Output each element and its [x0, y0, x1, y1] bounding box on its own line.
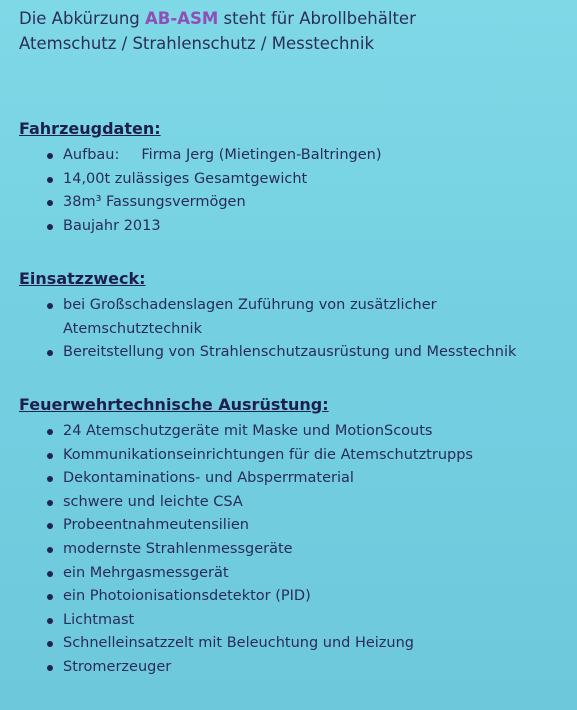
section-einsatzzweck [19, 268, 516, 365]
list-item: schwere und leichte CSA [19, 491, 473, 515]
intro-text [19, 6, 416, 56]
list-item: Baujahr 2013 [19, 215, 382, 239]
list-item: Probeentnahmeutensilien [19, 514, 473, 538]
list-fahrzeugdaten [19, 144, 382, 238]
intro-line-1 [19, 6, 416, 31]
abbreviation-highlight: AB-ASM [145, 9, 219, 28]
section-fahrzeugdaten [19, 118, 382, 238]
item-line-1: bei Großschadenslagen Zuführung von zusätzlicher [63, 297, 437, 313]
list-item [19, 144, 382, 168]
list-ausruestung [19, 420, 473, 680]
list-item: ein Mehrgasmessgerät [19, 562, 473, 586]
list-item: Schnelleinsatzzelt mit Beleuchtung und Heizung [19, 632, 473, 656]
item-label: Aufbau: [63, 147, 120, 163]
list-item: Bereitstellung von Strahlenschutzausrüstung und Messtechnik [19, 341, 516, 365]
list-item: Stromerzeuger [19, 656, 473, 680]
list-item [19, 294, 516, 341]
heading-fahrzeugdaten: Fahrzeugdaten: [19, 119, 161, 138]
item-line-2: Atemschutztechnik [63, 320, 202, 337]
intro-line-1-post: steht für Abrollbehälter [218, 9, 416, 28]
list-item: 38m³ Fassungsvermögen [19, 191, 382, 215]
list-item: Lichtmast [19, 609, 473, 633]
list-einsatzzweck [19, 294, 516, 365]
list-item: Kommunikationseinrichtungen für die Atemschutztrupps [19, 444, 473, 468]
list-item: Dekontaminations- und Absperrmaterial [19, 467, 473, 491]
list-item: ein Photoionisationsdetektor (PID) [19, 585, 473, 609]
list-item: 24 Atemschutzgeräte mit Maske und MotionScouts [19, 420, 473, 444]
heading-ausruestung: Feuerwehrtechnische Ausrüstung: [19, 395, 329, 414]
heading-einsatzzweck: Einsatzzweck: [19, 269, 146, 288]
list-item: modernste Strahlenmessgeräte [19, 538, 473, 562]
item-value: Firma Jerg (Mietingen-Baltringen) [141, 147, 382, 163]
section-ausruestung [19, 394, 473, 680]
intro-line-2: Atemschutz / Strahlenschutz / Messtechnik [19, 34, 375, 53]
intro-line-1-pre: Die Abkürzung [19, 9, 146, 28]
list-item: 14,00t zulässiges Gesamtgewicht [19, 168, 382, 192]
